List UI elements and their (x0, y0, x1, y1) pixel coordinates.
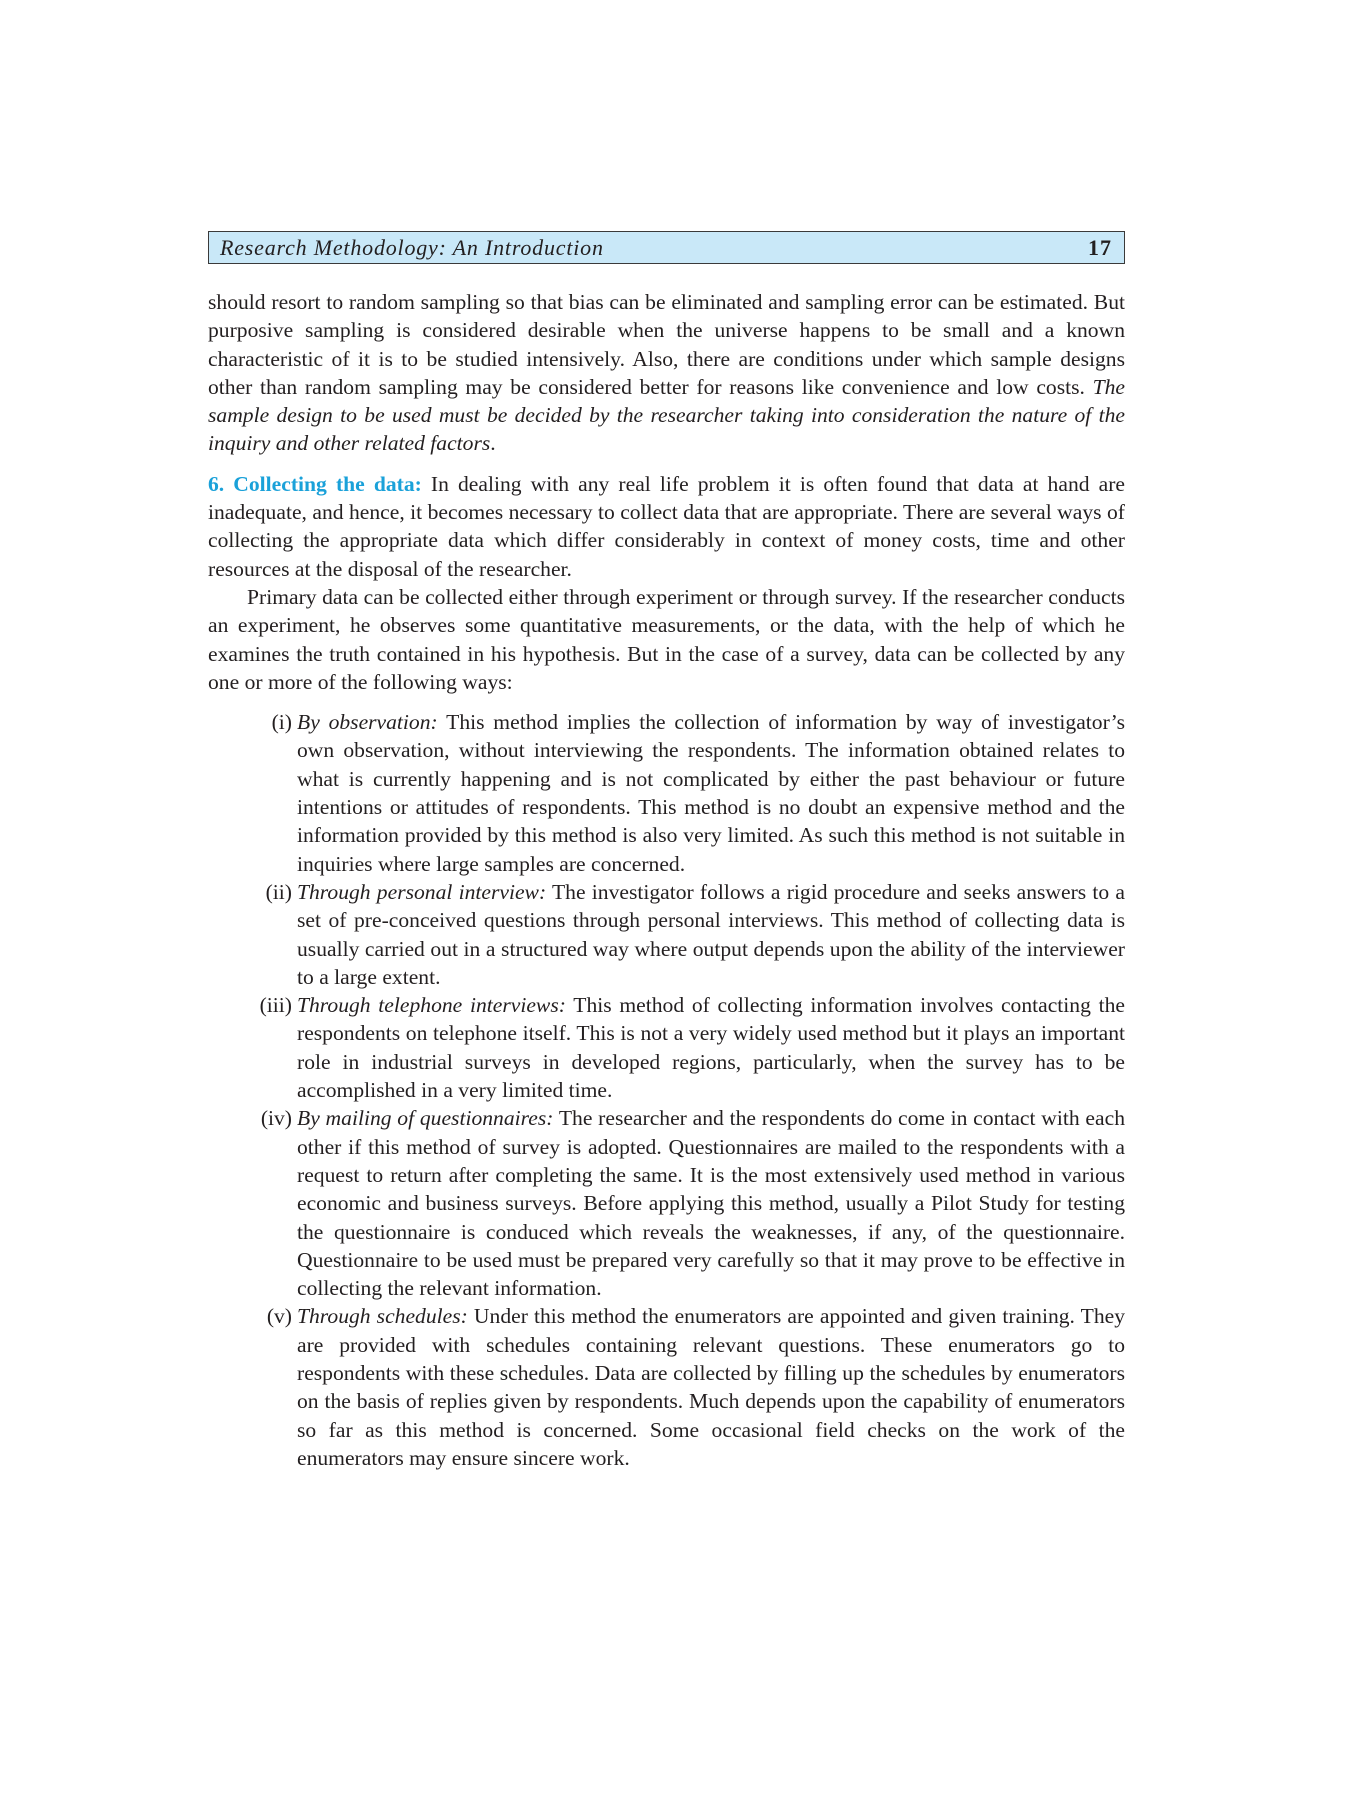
page-number: 17 (1088, 234, 1112, 260)
continuation-text: should resort to random sampling so that bias can be eliminated and sampling error can be estimated. But purposive sampling is considered desirable when the universe happens to be small and a known characteristic of it is to be studied intensively. Also, there are conditions under which sample designs other than random sampling may be considered better for reasons like convenience and low costs. (208, 290, 1125, 399)
sample-design-emphasis: The sample design to be used must be decided by the researcher taking into consideration the nature of the inquiry and other related factors (208, 374, 1125, 456)
list-item-term: Through personal interview: (297, 879, 547, 904)
running-head (208, 231, 1125, 264)
running-head-title: Research Methodology: An Introduction (220, 234, 604, 260)
section-intro-text: In dealing with any real life problem it is often found that data at hand are inadequate, and hence, it becomes necessary to collect data that are appropriate. There are several ways of collecting the appropriate data which differ considerably in context of money costs, time and other resources at the disposal of the researcher. (208, 471, 1125, 581)
body-text (208, 288, 1125, 1472)
list-item-number: (v) (266, 1304, 292, 1329)
list-item (208, 878, 1125, 991)
list-item-text: This method implies the collection of information by way of investigator’s own observation, without interviewing the respondents. The information obtained relates to what is currently happening and is not complicated by either the past behaviour or future intentions or attitudes of respondents. This method is no doubt an expensive method and the information provided by this method is also very limited. As such this method is not suitable in inquiries where large samples are concerned. (297, 710, 1125, 876)
list-item-number: (iii) (259, 993, 292, 1018)
data-collection-ways-list (208, 708, 1125, 1472)
list-item-term: By observation: (297, 710, 438, 735)
collecting-data-paragraph (208, 470, 1125, 583)
list-item-text: This method of collecting information involves contacting the respondents on telephone itself. This is not a very widely used method but it plays an important role in industrial surveys in developed regions, particularly, when the survey has to be accomplished in a very limited time. (297, 993, 1125, 1103)
list-item-term: By mailing of questionnaires: (297, 1106, 554, 1131)
list-item-term: Through schedules: (297, 1304, 468, 1329)
list-item (208, 991, 1125, 1104)
list-item-text: Under this method the enumerators are appointed and given training. They are provided with schedules containing relevant questions. These enumerators go to respondents with these schedules. Data are collected by filling up the schedules by enumerators on the basis of replies given by respondents. Much depends upon the capability of enumerators so far as this method is concerned. Some occasional field checks on the work of the enumerators may ensure sincere work. (297, 1304, 1125, 1470)
book-page (208, 231, 1125, 1472)
continuation-paragraph (208, 288, 1125, 458)
list-item (208, 1302, 1125, 1472)
primary-data-paragraph: Primary data can be collected either through experiment or through survey. If the researcher conducts an experiment, he observes some quantitative measurements, or the data, with the help of which he examines the truth contained in his hypothesis. But in the case of a survey, data can be collected by any one or more of the following ways: (208, 584, 1125, 694)
list-item-text: The researcher and the respondents do come in contact with each other if this method of survey is adopted. Questionnaires are mailed to the respondents with a request to return after completing the same. It is the most extensively used method in various economic and business surveys. Before applying this method, usually a Pilot Study for testing the questionnaire is conduced which reveals the weaknesses, if any, of the questionnaire. Questionnaire to be used must be prepared very carefully so that it may prove to be effective in collecting the relevant information. (297, 1106, 1125, 1301)
list-item-number: (iv) (260, 1106, 292, 1131)
continuation-end: . (490, 431, 496, 456)
list-item-number: (ii) (265, 879, 292, 904)
list-item (208, 1104, 1125, 1302)
list-item-term: Through telephone interviews: (297, 993, 566, 1018)
list-item-text: The investigator follows a rigid procedure and seeks answers to a set of pre-conceived questions through personal interviews. This method of collecting data is usually carried out in a structured way where output depends upon the ability of the interviewer to a large extent. (297, 879, 1125, 989)
list-item (208, 708, 1125, 878)
list-item-number: (i) (271, 710, 292, 735)
section-heading: 6. Collecting the data: (208, 471, 422, 496)
